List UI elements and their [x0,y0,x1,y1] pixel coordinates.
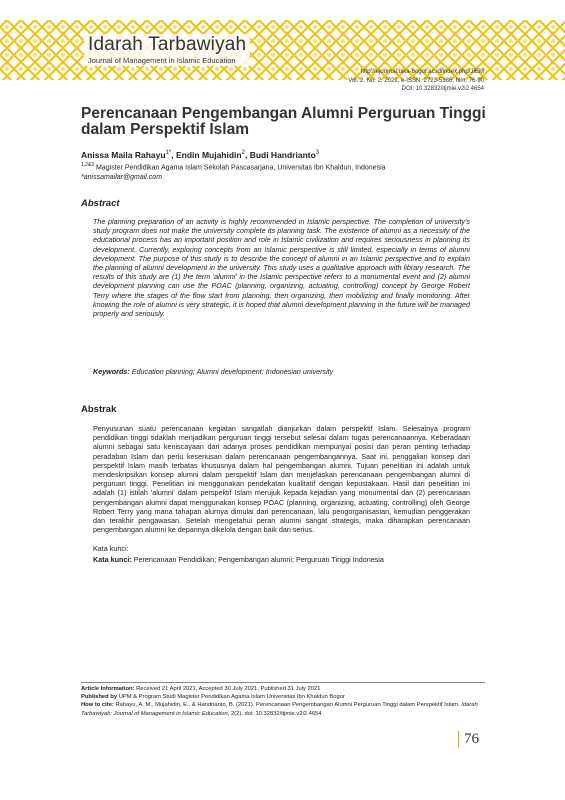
cite-doi: , 2(2). doi: 10.32832/itjmie.v2i2.4654 [227,710,322,717]
kata-kunci-label: Kata kunci: [93,555,132,564]
article-footer [81,685,485,718]
affiliation-text: Magister Pendidikan Agama Islam Sekolah Pascasarjana, Universitas Ibn Khaldun, Indonesia [96,164,386,172]
info-text: Received 21 April 2021, Accepted 30 July 2021, Published 31 July 2021 [136,686,321,692]
article-title: Perencanaan Pengembangan Alumni Perguruan Tinggi dalam Perspektif Islam [81,105,486,138]
keywords-text: Education planning; Alumni development; Indonesian university [131,367,334,376]
journal-meta [348,68,484,94]
page-number: 76 [458,731,479,748]
footer-divider [81,682,485,683]
published-label: Published by [81,694,118,701]
abstrak-text: Penyusunan suatu perencanaan kegiatan sangatlah dianjurkan dalam perspektif Islam. Selesainya program pendidikan tinggi tidaklah menjadikan perguruan tinggi tersebut selesai dalam tugas perencanaannya. Keberadaan alumni sebagai satu keniscayaan dari adanya proses pendidikan mempunyai posisi dan peran penting terhadap peradaban Islam dan perlu keseriusan dalam perencanaan pengembangannya. Saat ini, penggalian konsep dari perspektif Islam masih terbatas khususnya dalam hal pengembangan alumni. Tujuan penelitian ini adalah untuk mendeskripsikan konsep alumni dalam perspektif Islam dan menjelaskan perencanaan pengembangan alumni di perguruan tinggi. Penelitian ini menggunakan pendekatan kualitatif dengan kepustakaan. Hasil dari penelitian ini adalah (1) istilah 'alumni' dalam perspektif Islam merujuk kepada kejadian yang monumental dan (2) perencanaan pengembangan alumni dapat menggunakan konsep POAC (planning, organizing, actuating, controlling) oleh George Robert Terry yang mana tahapan alurnya dimulai dari perencanaan, lalu pengorganisasian, kemudian penggerakan dan terakhir pengawasan. Setelah mengetahui peran alumni sangat strategis, maka diharapkan perencanaan pengembangan alumni ke depannya dikelola dengan baik dan serius. [93,424,470,535]
cite-text: Rahayu, A. M., Mujahidin, E., & Handrianto, B. (2021). Perencanaan Pengembangan Alumni Perguruan Tinggi dalam Perspektif Islam. [115,702,462,709]
affiliation-sup: 1,2&3 [81,162,95,168]
author-email[interactable]: *anissamailar@gmail.com [81,174,163,181]
author-name: Budi Handrianto [249,150,316,160]
kata-kunci-text: Perencanaan Pendidikan; Pengembangan alumni; Perguruan Tinggi Indonesia [133,555,384,564]
cite-journal: Idarah Tarbawiyah: Journal of Management in Islamic Education [81,702,478,717]
author-name: Anissa Maila Rahayu [81,150,166,160]
info-label: Article Information: [81,686,135,692]
author-name: Endin Mujahidin [175,150,242,160]
cite-label: How to cite: [81,702,114,709]
keywords-en [93,367,333,376]
keywords-label: Keywords: [93,367,130,376]
journal-subtitle: Journal of Management in Islamic Education [88,56,236,65]
journal-volume: Vol. 2, No. 2, 2021, e-ISSN: 2723-5386, hlm. 76-90 [348,77,484,84]
abstrak-heading: Abstrak [81,404,117,415]
journal-title: Idarah Tarbawiyah [88,34,247,55]
article-information [81,685,485,693]
author-list: Anissa Maila Rahayu$^{1*}$, Endin Mujahidin$^2$, Budi Handrianto$^3$ [81,150,320,160]
journal-url[interactable]: http://ejournal.uika-bogor.ac.id/index.php/JIEM [360,69,484,75]
abstract-heading: Abstract [81,198,120,209]
journal-doi[interactable]: DOI: 10.32832/itjmie.v2i2.4654 [401,86,484,93]
author-sup: 1* [165,150,172,157]
kata-kunci-plain: Kata kunci: [93,544,129,553]
how-to-cite [81,701,485,717]
published-text: UPM & Program Studi Magister Pendidikan Agama Islam Universitas Ibn Khaldun Bogor [118,694,345,701]
author-sup: 2 [241,150,245,157]
keywords-id [93,555,384,564]
author-sup: 3 [315,150,320,157]
journal-brand [84,34,250,66]
abstract-text: The planning preparation of an activity is highly recommended in Islamic perspective. The completion of university's study program does not make the university complete its planning task. The existence of alumni as a necessity of the educational process has an important position and role in Islamic civilization and requires seriousness in planning its development. Currently, exploring concepts from an Islamic perspective is still limited, especially in terms of alumni development. The purpose of this study is to describe the concept of alumni in an Islamic perspective and to explain the planning of alumni development in the university. This study uses a qualitative approach with library research. The results of this study are (1) the term 'alumni' in the Islamic perspective refers to a monumental event and (2) alumni development planning can use the POAC (planning, organizing, actuating, controlling) concept by George Robert Terry where the stages of the flow start from planning, then organizing, then mobilizing and finally monitoring. After knowing the role of alumni is very strategic, it is hoped that alumni development planning in the future will be managed properly and seriously. [93,217,470,319]
affiliation [81,162,386,171]
published-by [81,693,485,701]
